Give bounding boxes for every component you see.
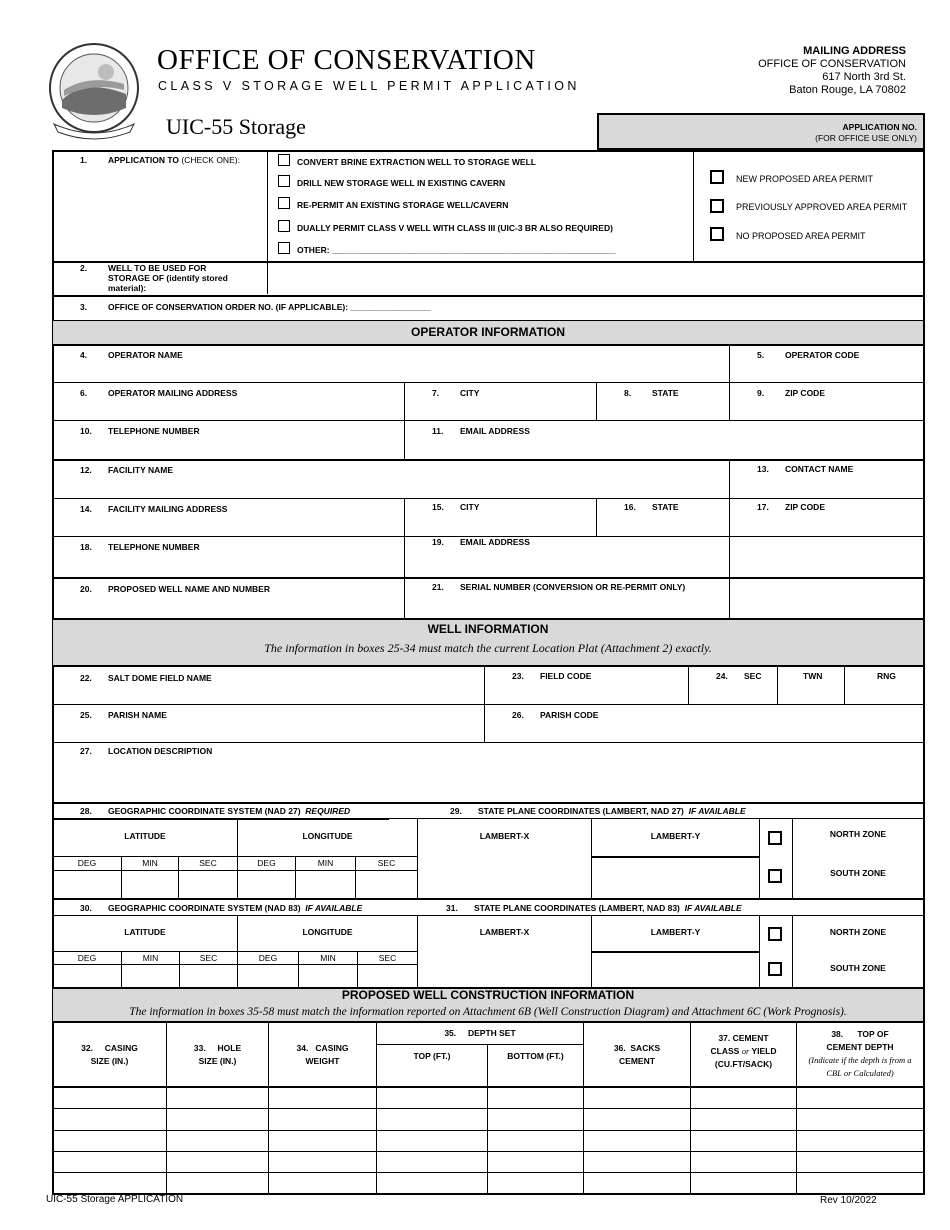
facility-zip-label: 17. ZIP CODE (757, 502, 825, 512)
nad83-long-deg: DEG (258, 953, 278, 963)
operator-address-label: 6. OPERATOR MAILING ADDRESS (80, 388, 238, 398)
nad27-south-zone-checkbox[interactable] (768, 869, 782, 883)
nad27-lambert-x-label: LAMBERT-X (479, 831, 530, 841)
page-subtitle: CLASS V STORAGE WELL PERMIT APPLICATION (158, 79, 580, 93)
facility-state-label: 16. STATE (624, 502, 679, 512)
option-dually-permit: DUALLY PERMIT CLASS V WELL WITH CLASS III (UIC-3 BR ALSO REQUIRED) (297, 223, 613, 233)
parish-name-label: 25. PARISH NAME (80, 710, 167, 720)
col-top-cement-depth: 38. TOP OF CEMENT DEPTH (Indicate if the depth is from a CBL or Calculated) (808, 1029, 912, 1078)
nad83-lambert-x-label: LAMBERT-X (479, 927, 530, 937)
mailing-address (758, 45, 906, 97)
option-previously-approved: PREVIOUSLY APPROVED AREA PERMIT (736, 202, 908, 212)
facility-name-label: 12. FACILITY NAME (80, 465, 174, 475)
page-title: OFFICE OF CONSERVATION (157, 44, 536, 76)
nad83-long-sec: SEC (378, 953, 397, 963)
nad27-geo-label: 28. GEOGRAPHIC COORDINATE SYSTEM (NAD 27) REQUIRED (80, 806, 351, 816)
storage-label: 2. WELL TO BE USED FOR STORAGE OF (identify stored material): (80, 263, 228, 293)
agency-seal (44, 38, 144, 142)
nad83-lat-deg: DEG (77, 953, 97, 963)
col-casing-weight: 34. CASING WEIGHT (296, 1043, 349, 1066)
operator-name-label: 4. OPERATOR NAME (80, 350, 183, 360)
nad83-south-zone-checkbox[interactable] (768, 962, 782, 976)
nad27-latitude-label: LATITUDE (124, 831, 166, 841)
nad83-latitude-label: LATITUDE (124, 927, 166, 937)
checkbox-other[interactable] (278, 242, 290, 254)
parish-code-label: 26. PARISH CODE (512, 710, 599, 720)
contact-name-label: 13. CONTACT NAME (757, 464, 854, 474)
mailing-line1: OFFICE OF CONSERVATION (758, 58, 906, 70)
option-re-permit: RE-PERMIT AN EXISTING STORAGE WELL/CAVERN (297, 200, 509, 210)
operator-info-heading: OPERATOR INFORMATION (411, 325, 565, 339)
serial-number-label: 21. SERIAL NUMBER (CONVERSION OR RE-PERMIT ONLY) (432, 582, 686, 592)
col-casing-size: 32. CASING SIZE (IN.) (81, 1043, 138, 1066)
option-other: OTHER: ____________________________________________________________ (297, 245, 616, 255)
app-to-label: 1. APPLICATION TO (CHECK ONE): (80, 155, 240, 165)
operator-email-label: 11. EMAIL ADDRESS (432, 426, 530, 436)
nad83-state-plane-label: 31. STATE PLANE COORDINATES (LAMBERT, NAD 83) IF AVAILABLE (446, 903, 742, 913)
col-cement-class-yield: 37. CEMENT CLASS or YIELD (CU.FT/SACK) (710, 1033, 777, 1069)
storage-material-field[interactable] (270, 264, 922, 294)
nad27-north-zone-label: NORTH ZONE (829, 829, 887, 839)
operator-city-label: 7. CITY (432, 388, 480, 398)
nad27-lat-deg: DEG (77, 858, 97, 868)
nad83-geo-label: 30. GEOGRAPHIC COORDINATE SYSTEM (NAD 83) IF AVAILABLE (80, 903, 363, 913)
checkbox-previously-approved[interactable] (710, 199, 724, 213)
twn-label: TWN (803, 671, 823, 681)
nad27-south-zone-label: SOUTH ZONE (830, 868, 886, 878)
nad83-lat-min: MIN (142, 953, 159, 963)
proposed-well-name-label: 20. PROPOSED WELL NAME AND NUMBER (80, 584, 270, 594)
facility-address-label: 14. FACILITY MAILING ADDRESS (80, 504, 228, 514)
col-hole-size: 33. HOLE SIZE (IN.) (193, 1043, 242, 1066)
construction-note: The information in boxes 35-58 must match the information reported on Attachment 6B (Well Construction Diagram) and Attachment 6C (Work Prognosis). (129, 1006, 847, 1018)
order-no-label: 3. OFFICE OF CONSERVATION ORDER NO. (IF APPLICABLE): _________________ (80, 302, 431, 312)
salt-dome-label: 22. SALT DOME FIELD NAME (80, 673, 212, 683)
well-info-heading: WELL INFORMATION (427, 622, 549, 636)
location-description-label: 27. LOCATION DESCRIPTION (80, 746, 213, 756)
checkbox-convert-brine[interactable] (278, 154, 290, 166)
operator-code-label: 5. OPERATOR CODE (757, 350, 860, 360)
form-name: UIC-55 Storage (166, 114, 306, 139)
facility-email-label: 19. EMAIL ADDRESS (432, 537, 530, 547)
field-code-label: 23. FIELD CODE (512, 671, 592, 681)
nad83-north-zone-checkbox[interactable] (768, 927, 782, 941)
nad83-south-zone-label: SOUTH ZONE (830, 963, 886, 973)
col-top-ft: TOP (FT.) (413, 1051, 451, 1061)
footer-revision: Rev 10/2022 (820, 1195, 877, 1206)
option-drill-new: DRILL NEW STORAGE WELL IN EXISTING CAVERN (297, 178, 506, 188)
nad27-state-plane-label: 29. STATE PLANE COORDINATES (LAMBERT, NAD 27) IF AVAILABLE (450, 806, 746, 816)
nad27-long-deg: DEG (257, 858, 276, 868)
nad27-long-sec: SEC (377, 858, 396, 868)
option-convert-brine: CONVERT BRINE EXTRACTION WELL TO STORAGE WELL (297, 157, 536, 167)
construction-heading: PROPOSED WELL CONSTRUCTION INFORMATION (341, 988, 635, 1002)
rng-label: RNG (877, 671, 896, 681)
operator-phone-label: 10. TELEPHONE NUMBER (80, 426, 200, 436)
checkbox-re-permit[interactable] (278, 197, 290, 209)
operator-state-label: 8. STATE (624, 388, 679, 398)
operator-zip-label: 9. ZIP CODE (757, 388, 825, 398)
nad27-north-zone-checkbox[interactable] (768, 831, 782, 845)
facility-phone-label: 18. TELEPHONE NUMBER (80, 542, 200, 552)
nad27-lambert-y-label: LAMBERT-Y (650, 831, 701, 841)
nad83-lat-sec: SEC (199, 953, 218, 963)
mailing-line2: 617 North 3rd St. (822, 71, 906, 83)
application-no-box[interactable] (597, 113, 925, 150)
well-info-note: The information in boxes 25-34 must match the current Location Plat (Attachment 2) exactly. (264, 641, 712, 655)
checkbox-new-area-permit[interactable] (710, 170, 724, 184)
facility-city-label: 15. CITY (432, 502, 480, 512)
checkbox-drill-new[interactable] (278, 175, 290, 187)
option-new-area-permit: NEW PROPOSED AREA PERMIT (736, 174, 874, 184)
nad83-lambert-y-label: LAMBERT-Y (650, 927, 701, 937)
nad27-longitude-label: LONGITUDE (302, 831, 353, 841)
checkbox-no-proposed[interactable] (710, 227, 724, 241)
col-bottom-ft: BOTTOM (FT.) (507, 1051, 564, 1061)
footer-form-name: UIC-55 Storage APPLICATION (46, 1194, 184, 1205)
application-no-label: APPLICATION NO. (842, 122, 917, 132)
application-no-sub: (FOR OFFICE USE ONLY) (815, 133, 917, 143)
nad83-long-min: MIN (320, 953, 336, 963)
col-depth-set: 35. DEPTH SET (444, 1028, 516, 1038)
option-no-proposed: NO PROPOSED AREA PERMIT (736, 231, 866, 241)
col-sacks-cement: 36. SACKS CEMENT (613, 1043, 661, 1066)
nad27-lat-sec: SEC (199, 858, 217, 868)
sec-label: 24. SEC (716, 671, 762, 681)
nad83-north-zone-label: NORTH ZONE (829, 927, 887, 937)
nad83-longitude-label: LONGITUDE (302, 927, 353, 937)
nad27-lat-min: MIN (142, 858, 158, 868)
mailing-line3: Baton Rouge, LA 70802 (789, 84, 906, 96)
checkbox-dually-permit[interactable] (278, 220, 290, 232)
mailing-heading: MAILING ADDRESS (803, 45, 906, 57)
nad27-long-min: MIN (317, 858, 334, 868)
